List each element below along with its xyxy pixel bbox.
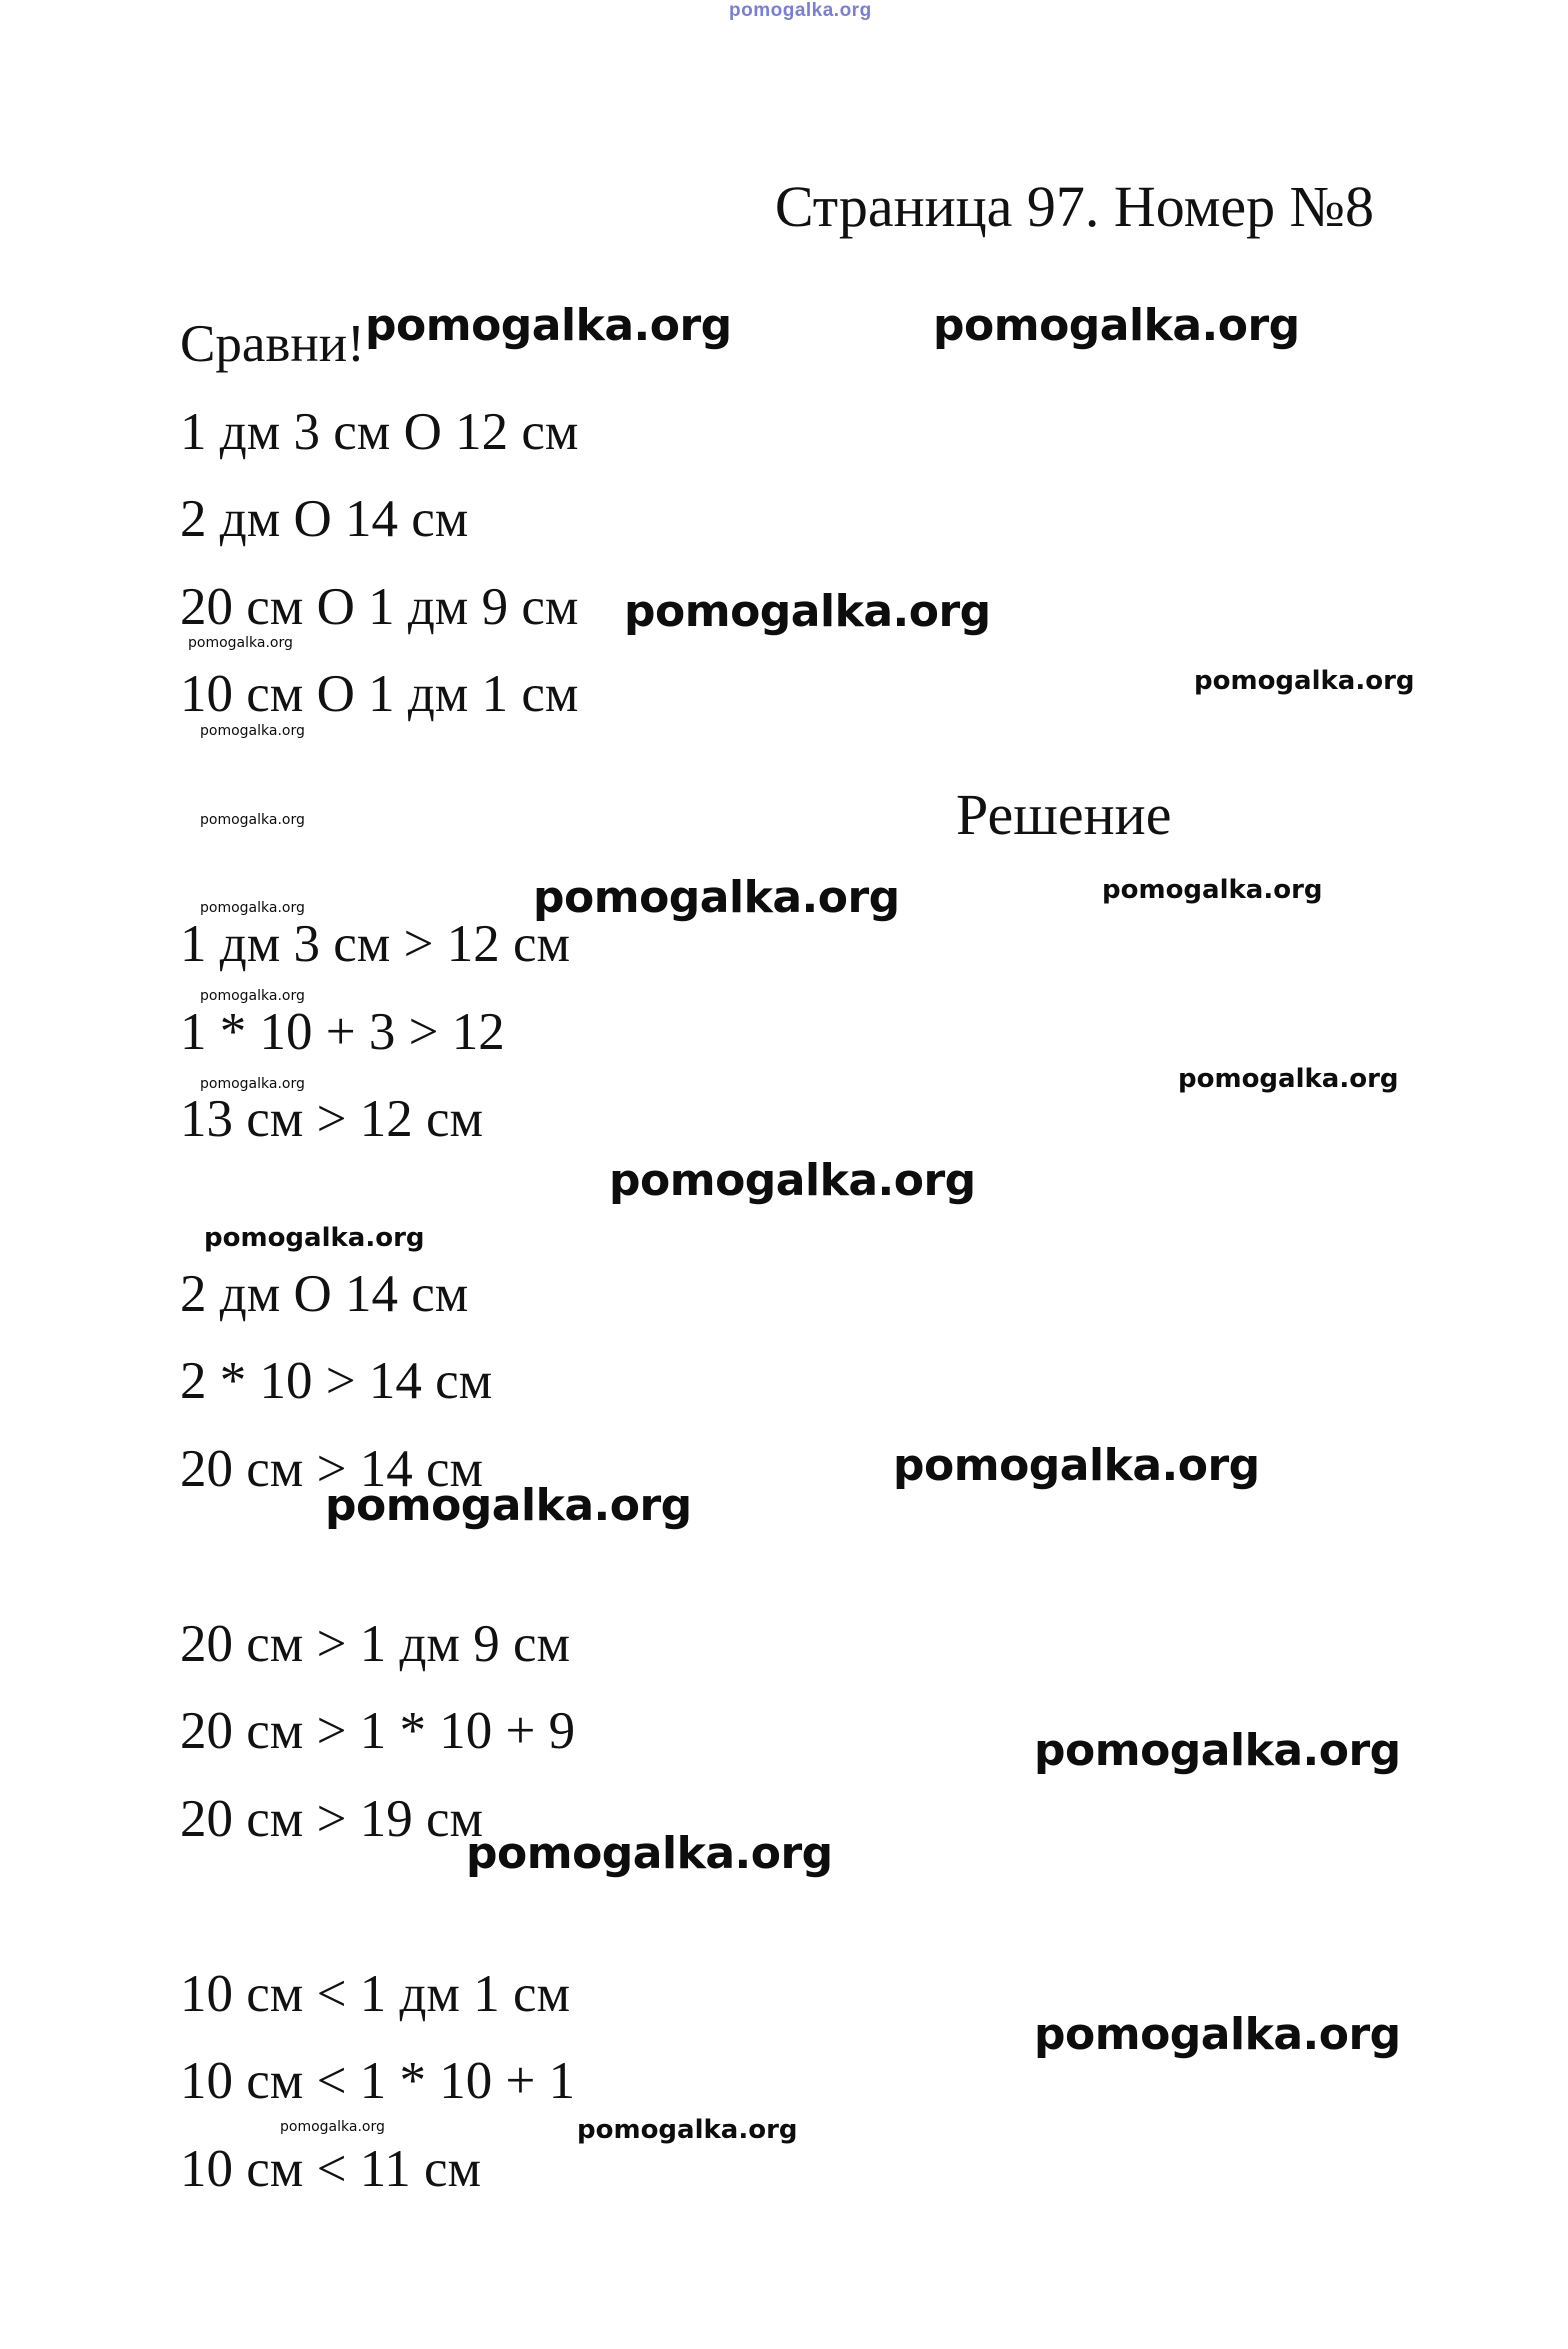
site-header-link[interactable]: pomogalka.org	[729, 0, 872, 21]
solution-line: 10 см < 1 дм 1 см	[180, 1965, 571, 2023]
task-line: 20 см О 1 дм 9 см	[180, 578, 579, 636]
watermark: pomogalka.org	[365, 300, 732, 351]
watermark: pomogalka.org	[893, 1440, 1260, 1491]
task-heading: Сравни!	[180, 315, 365, 373]
watermark: pomogalka.org	[200, 723, 305, 739]
watermark: pomogalka.org	[1034, 2009, 1401, 2060]
watermark: pomogalka.org	[466, 1828, 833, 1879]
task-line: 2 дм О 14 см	[180, 490, 469, 548]
watermark: pomogalka.org	[609, 1155, 976, 1206]
task-line: 10 см О 1 дм 1 см	[180, 665, 579, 723]
solution-line: 20 см > 19 см	[180, 1790, 484, 1848]
watermark: pomogalka.org	[1194, 666, 1415, 696]
page-title: Страница 97. Номер №8	[774, 174, 1374, 239]
solution-line: 2 дм О 14 см	[180, 1265, 469, 1323]
watermark: pomogalka.org	[325, 1480, 692, 1531]
solution-line: 2 * 10 > 14 см	[180, 1352, 493, 1410]
solution-line: 20 см > 1 дм 9 см	[180, 1615, 571, 1673]
watermark: pomogalka.org	[200, 988, 305, 1004]
solution-line: 10 см < 1 * 10 + 1	[180, 2052, 576, 2110]
watermark: pomogalka.org	[1102, 875, 1323, 905]
watermark: pomogalka.org	[200, 1076, 305, 1092]
watermark: pomogalka.org	[1178, 1064, 1399, 1094]
watermark: pomogalka.org	[1034, 1725, 1401, 1776]
solution-heading: Решение	[956, 782, 1172, 847]
watermark: pomogalka.org	[200, 900, 305, 916]
solution-line: 10 см < 11 см	[180, 2140, 482, 2198]
watermark: pomogalka.org	[204, 1223, 425, 1253]
watermark: pomogalka.org	[533, 872, 900, 923]
solution-line: 1 дм 3 см > 12 см	[180, 915, 571, 973]
watermark: pomogalka.org	[200, 812, 305, 828]
watermark: pomogalka.org	[624, 586, 991, 637]
watermark: pomogalka.org	[188, 635, 293, 651]
task-line: 1 дм 3 см О 12 см	[180, 403, 579, 461]
solution-line: 1 * 10 + 3 > 12	[180, 1003, 505, 1061]
watermark: pomogalka.org	[280, 2119, 385, 2135]
watermark: pomogalka.org	[933, 300, 1300, 351]
solution-line: 20 см > 1 * 10 + 9	[180, 1702, 576, 1760]
solution-line: 13 см > 12 см	[180, 1090, 484, 1148]
watermark: pomogalka.org	[577, 2115, 798, 2145]
solution-line: 20 см > 14 см	[180, 1440, 484, 1498]
